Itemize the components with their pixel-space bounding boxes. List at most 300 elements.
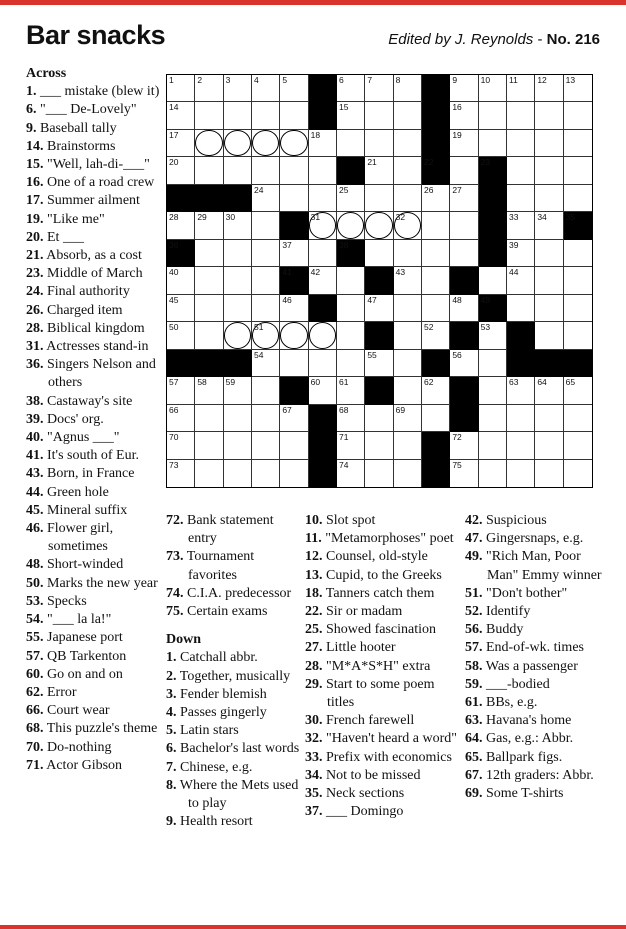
grid-cell[interactable] — [195, 102, 223, 129]
cell-number: 74 — [339, 459, 349, 470]
clue-text: Do-nothing — [47, 739, 112, 755]
clue-text: QB Tarkenton — [47, 648, 127, 664]
grid-cell[interactable] — [280, 102, 308, 129]
grid-cell[interactable] — [564, 240, 592, 267]
grid-cell[interactable] — [337, 212, 365, 239]
clue-item — [26, 502, 162, 520]
grid-cell[interactable] — [394, 295, 422, 322]
grid-cell[interactable] — [479, 75, 507, 102]
grid-cell[interactable] — [535, 267, 563, 294]
clue-text: Court wear — [47, 703, 110, 719]
grid-cell[interactable] — [309, 130, 337, 157]
grid-cell[interactable] — [365, 75, 393, 102]
clue-text: "Haven't heard a word" — [326, 731, 457, 747]
clue-number: 72. — [166, 513, 184, 528]
grid-cell[interactable] — [195, 267, 223, 294]
grid-block — [365, 322, 393, 349]
clue-text: Havana's home — [486, 713, 572, 729]
grid-cell[interactable] — [309, 350, 337, 377]
grid-cell[interactable] — [564, 460, 592, 487]
grid-cell[interactable] — [422, 322, 450, 349]
grid-cell[interactable] — [450, 240, 478, 267]
grid-cell[interactable] — [280, 185, 308, 212]
grid-cell[interactable] — [507, 130, 535, 157]
grid-cell[interactable] — [535, 295, 563, 322]
clue-item — [305, 512, 460, 530]
grid-cell[interactable] — [252, 432, 280, 459]
clue-item — [166, 548, 300, 584]
grid-cell[interactable] — [252, 405, 280, 432]
clue-text: Et ___ — [47, 229, 84, 245]
cell-number: 21 — [367, 157, 377, 168]
circle-mark — [195, 130, 222, 156]
clue-item — [465, 530, 605, 548]
grid-cell[interactable] — [195, 405, 223, 432]
grid-cell[interactable] — [479, 322, 507, 349]
grid-cell[interactable] — [507, 157, 535, 184]
grid-cell[interactable] — [479, 377, 507, 404]
grid-cell[interactable] — [394, 157, 422, 184]
grid-cell[interactable] — [365, 405, 393, 432]
grid-cell[interactable] — [309, 185, 337, 212]
grid-cell[interactable] — [167, 405, 195, 432]
clue-item — [26, 338, 162, 356]
clue-item — [26, 520, 162, 556]
grid-cell[interactable] — [507, 377, 535, 404]
grid-cell[interactable] — [224, 157, 252, 184]
grid-cell[interactable] — [167, 322, 195, 349]
clue-item — [305, 603, 460, 621]
clue-number: 23. — [26, 266, 44, 282]
grid-cell[interactable] — [507, 212, 535, 239]
grid-cell[interactable] — [564, 295, 592, 322]
grid-cell[interactable] — [167, 212, 195, 239]
grid-cell[interactable] — [280, 460, 308, 487]
clue-number: 26. — [26, 302, 44, 318]
clue-number: 42. — [465, 513, 483, 528]
grid-cell[interactable] — [535, 322, 563, 349]
grid-cell[interactable] — [479, 432, 507, 459]
clue-item — [26, 465, 162, 483]
grid-cell[interactable] — [422, 240, 450, 267]
clue-text: Japanese port — [47, 630, 123, 646]
grid-cell[interactable] — [564, 377, 592, 404]
grid-cell[interactable] — [337, 432, 365, 459]
clue-number: 10. — [305, 513, 323, 528]
grid-cell[interactable] — [479, 130, 507, 157]
grid-cell[interactable] — [252, 295, 280, 322]
grid-cell[interactable] — [195, 460, 223, 487]
clue-text: Slot spot — [326, 513, 376, 528]
grid-cell[interactable] — [252, 240, 280, 267]
clue-item — [26, 684, 162, 702]
clue-number: 33. — [305, 749, 323, 765]
grid-cell[interactable] — [422, 377, 450, 404]
clue-number: 71. — [26, 757, 44, 773]
clue-item — [26, 120, 162, 138]
circle-mark — [252, 130, 279, 156]
grid-cell[interactable] — [280, 295, 308, 322]
clue-item — [465, 749, 605, 767]
grid-cell[interactable] — [252, 102, 280, 129]
grid-cell[interactable] — [337, 130, 365, 157]
grid-cell[interactable] — [450, 157, 478, 184]
grid-cell[interactable] — [535, 102, 563, 129]
grid-cell[interactable] — [394, 460, 422, 487]
clue-number: 64. — [465, 731, 483, 747]
grid-cell[interactable] — [479, 102, 507, 129]
grid-cell[interactable] — [224, 322, 252, 349]
clue-number: 68. — [26, 721, 44, 737]
grid-cell[interactable] — [564, 267, 592, 294]
grid-cell[interactable] — [280, 322, 308, 349]
clue-number: 6. — [26, 102, 37, 118]
grid-cell[interactable] — [252, 185, 280, 212]
clue-number: 41. — [26, 448, 44, 464]
grid-cell[interactable] — [224, 102, 252, 129]
grid-cell[interactable] — [394, 75, 422, 102]
clue-number: 74. — [166, 585, 184, 601]
grid-cell[interactable] — [564, 75, 592, 102]
clue-number: 54. — [26, 612, 44, 628]
grid-cell[interactable] — [309, 212, 337, 239]
grid-cell[interactable] — [394, 130, 422, 157]
grid-cell[interactable] — [224, 240, 252, 267]
grid-cell[interactable] — [535, 130, 563, 157]
grid-cell[interactable] — [535, 185, 563, 212]
grid-cell[interactable] — [224, 377, 252, 404]
clue-item — [305, 567, 460, 585]
cell-number: 70 — [169, 432, 179, 443]
cell-number: 16 — [452, 102, 462, 113]
clue-text: Little hooter — [326, 640, 396, 656]
grid-cell[interactable] — [224, 267, 252, 294]
grid-cell[interactable] — [224, 432, 252, 459]
clue-text: ___-bodied — [486, 676, 550, 692]
grid-block — [280, 212, 308, 239]
grid-cell[interactable] — [224, 212, 252, 239]
cell-number: 50 — [169, 322, 179, 333]
grid-block — [450, 377, 478, 404]
grid-cell[interactable] — [450, 432, 478, 459]
grid-cell[interactable] — [450, 185, 478, 212]
grid-cell[interactable] — [535, 377, 563, 404]
grid-cell[interactable] — [479, 350, 507, 377]
grid-cell[interactable] — [252, 157, 280, 184]
cell-number: 27 — [452, 184, 462, 195]
circle-mark — [365, 212, 392, 238]
grid-cell[interactable] — [280, 405, 308, 432]
grid-cell[interactable] — [535, 212, 563, 239]
grid-cell[interactable] — [167, 157, 195, 184]
clue-text: "Don't bother" — [486, 585, 568, 601]
grid-cell[interactable] — [337, 322, 365, 349]
grid-cell[interactable] — [252, 460, 280, 487]
grid-cell[interactable] — [450, 212, 478, 239]
grid-cell[interactable] — [337, 75, 365, 102]
grid-cell[interactable] — [365, 157, 393, 184]
grid-cell[interactable] — [195, 240, 223, 267]
clue-text: Where the Mets used to play — [179, 777, 299, 812]
grid-cell[interactable] — [450, 350, 478, 377]
clue-item — [465, 585, 605, 603]
clue-item — [26, 702, 162, 720]
grid-cell[interactable] — [507, 102, 535, 129]
clue-item — [465, 658, 605, 676]
clue-number: 28. — [26, 320, 44, 336]
cell-number: 10 — [480, 75, 491, 85]
grid-cell[interactable] — [195, 157, 223, 184]
grid-cell[interactable] — [337, 102, 365, 129]
grid-cell[interactable] — [394, 405, 422, 432]
grid-cell[interactable] — [365, 240, 393, 267]
grid-cell[interactable] — [280, 240, 308, 267]
grid-cell[interactable] — [535, 157, 563, 184]
clue-number: 58. — [465, 658, 483, 674]
clue-text: Tanners catch them — [325, 585, 435, 601]
grid-cell[interactable] — [535, 432, 563, 459]
grid-cell[interactable] — [337, 460, 365, 487]
grid-cell[interactable] — [450, 130, 478, 157]
clue-item — [305, 749, 460, 767]
cell-number: 64 — [537, 377, 547, 388]
clue-text: "Rich Man, Poor Man" Emmy winner — [486, 549, 602, 583]
clues-column-2 — [166, 512, 300, 831]
grid-cell[interactable] — [507, 405, 535, 432]
grid-cell[interactable] — [195, 432, 223, 459]
grid-cell[interactable] — [535, 460, 563, 487]
grid-cell[interactable] — [167, 267, 195, 294]
grid-cell[interactable] — [224, 460, 252, 487]
clue-item — [305, 676, 460, 712]
clue-text: It's south of Eur. — [47, 448, 139, 464]
grid-cell[interactable] — [450, 102, 478, 129]
grid-cell[interactable] — [564, 130, 592, 157]
grid-cell[interactable] — [280, 75, 308, 102]
grid-block — [280, 267, 308, 294]
grid-cell[interactable] — [337, 267, 365, 294]
grid-cell[interactable] — [224, 405, 252, 432]
grid-cell[interactable] — [252, 322, 280, 349]
cell-number: 30 — [225, 212, 236, 223]
grid-cell[interactable] — [564, 157, 592, 184]
grid-cell[interactable] — [394, 322, 422, 349]
grid-cell[interactable] — [394, 212, 422, 239]
clue-item — [166, 649, 300, 667]
cell-number: 18 — [310, 129, 321, 140]
grid-cell[interactable] — [252, 267, 280, 294]
grid-cell[interactable] — [195, 377, 223, 404]
clue-item — [166, 585, 300, 603]
grid-cell[interactable] — [195, 75, 223, 102]
grid-cell[interactable] — [422, 212, 450, 239]
grid-cell[interactable] — [224, 295, 252, 322]
grid-cell[interactable] — [365, 460, 393, 487]
grid-cell[interactable] — [252, 75, 280, 102]
grid-cell[interactable] — [422, 185, 450, 212]
cell-number: 71 — [339, 432, 349, 443]
grid-cell[interactable] — [224, 75, 252, 102]
cell-number: 53 — [480, 322, 491, 333]
clue-text: Latin stars — [180, 723, 239, 739]
circle-mark — [224, 322, 251, 348]
grid-cell[interactable] — [309, 240, 337, 267]
grid-cell[interactable] — [450, 295, 478, 322]
grid-cell[interactable] — [252, 130, 280, 157]
grid-cell[interactable] — [394, 377, 422, 404]
grid-cell[interactable] — [167, 102, 195, 129]
grid-cell[interactable] — [337, 295, 365, 322]
grid-cell[interactable] — [365, 350, 393, 377]
grid-cell[interactable] — [195, 322, 223, 349]
grid-cell[interactable] — [507, 185, 535, 212]
grid-cell[interactable] — [394, 185, 422, 212]
grid-cell[interactable] — [507, 432, 535, 459]
clue-number: 60. — [26, 666, 44, 682]
grid-block — [479, 295, 507, 322]
grid-cell[interactable] — [479, 405, 507, 432]
grid-cell[interactable] — [422, 295, 450, 322]
grid-block — [337, 157, 365, 184]
grid-cell[interactable] — [337, 185, 365, 212]
grid-cell[interactable] — [365, 212, 393, 239]
clue-number: 37. — [305, 804, 323, 820]
clue-number: 52. — [465, 604, 483, 620]
grid-cell[interactable] — [252, 212, 280, 239]
grid-cell[interactable] — [507, 295, 535, 322]
grid-cell[interactable] — [479, 460, 507, 487]
grid-cell[interactable] — [394, 267, 422, 294]
grid-cell[interactable] — [252, 350, 280, 377]
grid-cell[interactable] — [479, 267, 507, 294]
clue-number: 24. — [26, 284, 44, 300]
grid-cell[interactable] — [337, 405, 365, 432]
grid-cell[interactable] — [280, 432, 308, 459]
grid-cell[interactable] — [224, 130, 252, 157]
grid-cell[interactable] — [564, 432, 592, 459]
clue-text: Singers Nelson and others — [47, 357, 156, 391]
cell-number: 66 — [169, 404, 179, 415]
clue-item — [26, 174, 162, 192]
grid-cell[interactable] — [365, 130, 393, 157]
grid-cell[interactable] — [280, 350, 308, 377]
grid-block — [535, 350, 563, 377]
grid-cell[interactable] — [280, 130, 308, 157]
clue-text: Fender blemish — [180, 686, 267, 702]
grid-cell[interactable] — [507, 240, 535, 267]
grid-cell[interactable] — [535, 240, 563, 267]
grid-cell[interactable] — [280, 157, 308, 184]
clue-number: 29. — [305, 676, 323, 692]
grid-block — [309, 102, 337, 129]
grid-cell[interactable] — [422, 267, 450, 294]
grid-cell[interactable] — [337, 350, 365, 377]
down-clue-list-continued-2 — [465, 512, 605, 803]
cell-number: 19 — [452, 129, 462, 140]
clue-item — [166, 813, 300, 831]
grid-cell[interactable] — [337, 377, 365, 404]
grid-cell[interactable] — [167, 75, 195, 102]
clue-item — [305, 585, 460, 603]
grid-cell[interactable] — [507, 460, 535, 487]
grid-cell[interactable] — [535, 75, 563, 102]
grid-cell[interactable] — [507, 267, 535, 294]
clue-number: 59. — [465, 676, 483, 692]
grid-cell[interactable] — [309, 377, 337, 404]
clue-text: Actor Gibson — [46, 757, 123, 773]
grid-cell[interactable] — [195, 212, 223, 239]
clue-number: 53. — [26, 593, 44, 609]
grid-cell[interactable] — [450, 75, 478, 102]
clue-item — [305, 548, 460, 566]
grid-cell[interactable] — [564, 185, 592, 212]
grid-cell[interactable] — [394, 102, 422, 129]
grid-cell[interactable] — [394, 432, 422, 459]
cell-number: 5 — [282, 75, 288, 85]
clue-item — [305, 639, 460, 657]
grid-cell[interactable] — [535, 405, 563, 432]
clue-item — [465, 785, 605, 803]
grid-cell[interactable] — [309, 267, 337, 294]
down-clue-list — [166, 649, 300, 831]
grid-block — [167, 350, 195, 377]
cell-number: 20 — [169, 157, 179, 168]
grid-cell[interactable] — [252, 377, 280, 404]
grid-cell[interactable] — [309, 322, 337, 349]
grid-block — [280, 377, 308, 404]
clue-number: 15. — [26, 157, 44, 173]
clue-number: 20. — [26, 229, 44, 245]
grid-cell[interactable] — [564, 405, 592, 432]
grid-cell[interactable] — [422, 405, 450, 432]
grid-cell[interactable] — [365, 185, 393, 212]
cell-number: 63 — [509, 377, 519, 388]
grid-cell[interactable] — [394, 240, 422, 267]
grid-cell[interactable] — [365, 295, 393, 322]
grid-cell[interactable] — [450, 460, 478, 487]
grid-cell[interactable] — [564, 322, 592, 349]
cell-number: 17 — [169, 129, 179, 140]
grid-cell[interactable] — [394, 350, 422, 377]
grid-cell[interactable] — [365, 432, 393, 459]
grid-block — [195, 185, 223, 212]
grid-block — [224, 185, 252, 212]
grid-cell[interactable] — [507, 75, 535, 102]
grid-cell[interactable] — [167, 377, 195, 404]
grid-cell[interactable] — [564, 102, 592, 129]
clue-text: Marks the new year — [47, 575, 158, 591]
grid-cell[interactable] — [365, 102, 393, 129]
grid-cell[interactable] — [195, 130, 223, 157]
grid-cell[interactable] — [195, 295, 223, 322]
clue-number: 22. — [305, 604, 323, 620]
clue-text: "___ la la!" — [47, 612, 112, 628]
grid-cell[interactable] — [167, 460, 195, 487]
cell-number: 31 — [310, 212, 321, 223]
clue-item — [26, 138, 162, 156]
cell-number: 26 — [424, 184, 434, 195]
grid-block — [309, 405, 337, 432]
clue-item — [26, 757, 162, 775]
grid-cell[interactable] — [167, 130, 195, 157]
clue-number: 69. — [465, 786, 483, 802]
grid-cell[interactable] — [167, 295, 195, 322]
grid-cell[interactable] — [167, 432, 195, 459]
clue-item — [166, 740, 300, 758]
grid-cell[interactable] — [309, 157, 337, 184]
cell-number: 6 — [339, 75, 344, 85]
grid-block — [422, 157, 450, 184]
